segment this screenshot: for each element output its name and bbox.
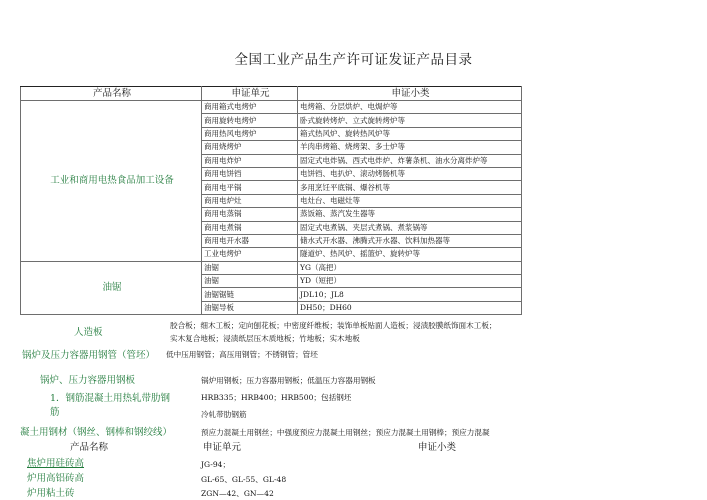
unit-cell: 油锯 bbox=[202, 261, 298, 274]
renzaoban-units-line1: 胶合板；细木工板；定向刨花板；中密度纤维板；装饰单板贴面人造板；浸渍胶膜纸饰面木工板； bbox=[170, 321, 497, 330]
alumina-brick-name: 炉用高铝砖高 bbox=[27, 473, 85, 484]
silica-brick-units: JG-94； bbox=[201, 460, 231, 469]
silica-brick-name: 焦炉用硅砖高 bbox=[27, 458, 85, 469]
table-row bbox=[21, 101, 522, 114]
unit-cell: 商用旋转电烤炉 bbox=[202, 114, 298, 127]
subclass-cell: JDL10；JL8 bbox=[298, 288, 522, 301]
category-cell: 工业和商用电热食品加工设备 bbox=[21, 101, 202, 262]
subclass-cell: 羊肉串烤箱、烧烤架、多士炉等 bbox=[298, 141, 522, 154]
subclass-cell: 多用烹饪平底锅、爆谷机等 bbox=[298, 181, 522, 194]
unit-cell: 商用箱式电烤炉 bbox=[202, 101, 298, 114]
subclass-cell: 电烤箱、分层烘炉、电焗炉等 bbox=[298, 101, 522, 114]
subclass-cell: 隧道炉、热风炉、摇篮炉、旋转炉等 bbox=[298, 248, 522, 261]
unit-cell: 油锯锯链 bbox=[202, 288, 298, 301]
concrete-steel-name: 凝土用钢材（钢丝、钢棒和钢绞线） bbox=[20, 427, 173, 438]
clay-brick-units: ZGN—42、GN—42 bbox=[201, 489, 274, 498]
header-product-name: 产品名称 bbox=[21, 87, 202, 101]
unit-cell: 商用电煮锅 bbox=[202, 221, 298, 234]
category-cell: 油锯 bbox=[21, 261, 202, 315]
subclass-cell: 固定式电炸锅、西式电炸炉、炸薯条机、油水分离炸炉等 bbox=[298, 154, 522, 167]
second-header-unit: 申证单元 bbox=[203, 442, 242, 453]
subclass-cell: YG（高把） bbox=[298, 261, 522, 274]
unit-cell: 商用烧烤炉 bbox=[202, 141, 298, 154]
subclass-cell: 固定式电煮锅、夹层式煮锅、煮浆锅等 bbox=[298, 221, 522, 234]
boiler-tube-name: 锅炉及压力容器用钢管（管坯） bbox=[22, 350, 156, 361]
rebar-units-line1: HRB335；HRB400；HRB500；包括钢坯 bbox=[201, 393, 352, 402]
unit-cell: 商用电炸炉 bbox=[202, 154, 298, 167]
unit-cell: 商用热风电烤炉 bbox=[202, 127, 298, 140]
unit-cell: 油锯 bbox=[202, 275, 298, 288]
unit-cell: 工业电烤炉 bbox=[202, 248, 298, 261]
unit-cell: 商用电炉灶 bbox=[202, 194, 298, 207]
unit-cell: 商用电蒸锅 bbox=[202, 208, 298, 221]
alumina-brick-units: GL-65、GL-55、GL-48 bbox=[201, 475, 287, 484]
second-header-product-name: 产品名称 bbox=[70, 442, 109, 453]
subclass-cell: 储水式开水器、沸腾式开水器、饮料加热器等 bbox=[298, 234, 522, 247]
rebar-units-line2: 冷轧带肋钢筋 bbox=[201, 410, 247, 419]
boiler-tube-units: 低中压用钢管；高压用钢管；不锈钢管；管坯 bbox=[166, 350, 318, 359]
plate-units: 锅炉用钢板；压力容器用钢板；低温压力容器用钢板 bbox=[201, 376, 376, 385]
subclass-cell: YD（短把） bbox=[298, 275, 522, 288]
rebar-name-line2: 筋 bbox=[50, 407, 60, 418]
unit-cell: 商用电平锅 bbox=[202, 181, 298, 194]
clay-brick-name: 炉用粘土砖 bbox=[27, 488, 75, 499]
renzaoban-name: 人造板 bbox=[74, 327, 103, 338]
page-title: 全国工业产品生产许可证发证产品目录 bbox=[234, 52, 473, 68]
second-header-subclass: 申证小类 bbox=[418, 442, 457, 453]
header-unit: 申证单元 bbox=[202, 87, 298, 101]
subclass-cell: 电饼铛、电扒炉、滚动烤肠机等 bbox=[298, 167, 522, 180]
unit-cell: 商用电开水器 bbox=[202, 234, 298, 247]
renzaoban-units-line2: 实木复合地板；浸渍纸层压木质地板；竹地板；实木地板 bbox=[170, 334, 360, 343]
product-catalog-table bbox=[20, 86, 522, 315]
subclass-cell: 箱式热风炉、旋转热风炉等 bbox=[298, 127, 522, 140]
unit-cell: 油锯导板 bbox=[202, 301, 298, 314]
subclass-cell: 卧式旋转烤炉、立式旋转烤炉等 bbox=[298, 114, 522, 127]
rebar-name-line1: 1．钢筋混凝土用热轧带肋钢 bbox=[50, 393, 171, 404]
header-subclass: 申证小类 bbox=[298, 87, 522, 101]
unit-cell: 商用电饼铛 bbox=[202, 167, 298, 180]
plate-name: 锅炉、压力容器用钢板 bbox=[40, 375, 136, 386]
subclass-cell: 电灶台、电磁灶等 bbox=[298, 194, 522, 207]
concrete-steel-units: 预应力混凝土用钢丝；中强度预应力混凝土用钢丝；预应力混凝土用钢棒；预应力混凝 bbox=[201, 428, 490, 437]
subclass-cell: 蒸饭箱、蒸汽发生器等 bbox=[298, 208, 522, 221]
subclass-cell: DH50；DH60 bbox=[298, 301, 522, 314]
table-row bbox=[21, 261, 522, 274]
